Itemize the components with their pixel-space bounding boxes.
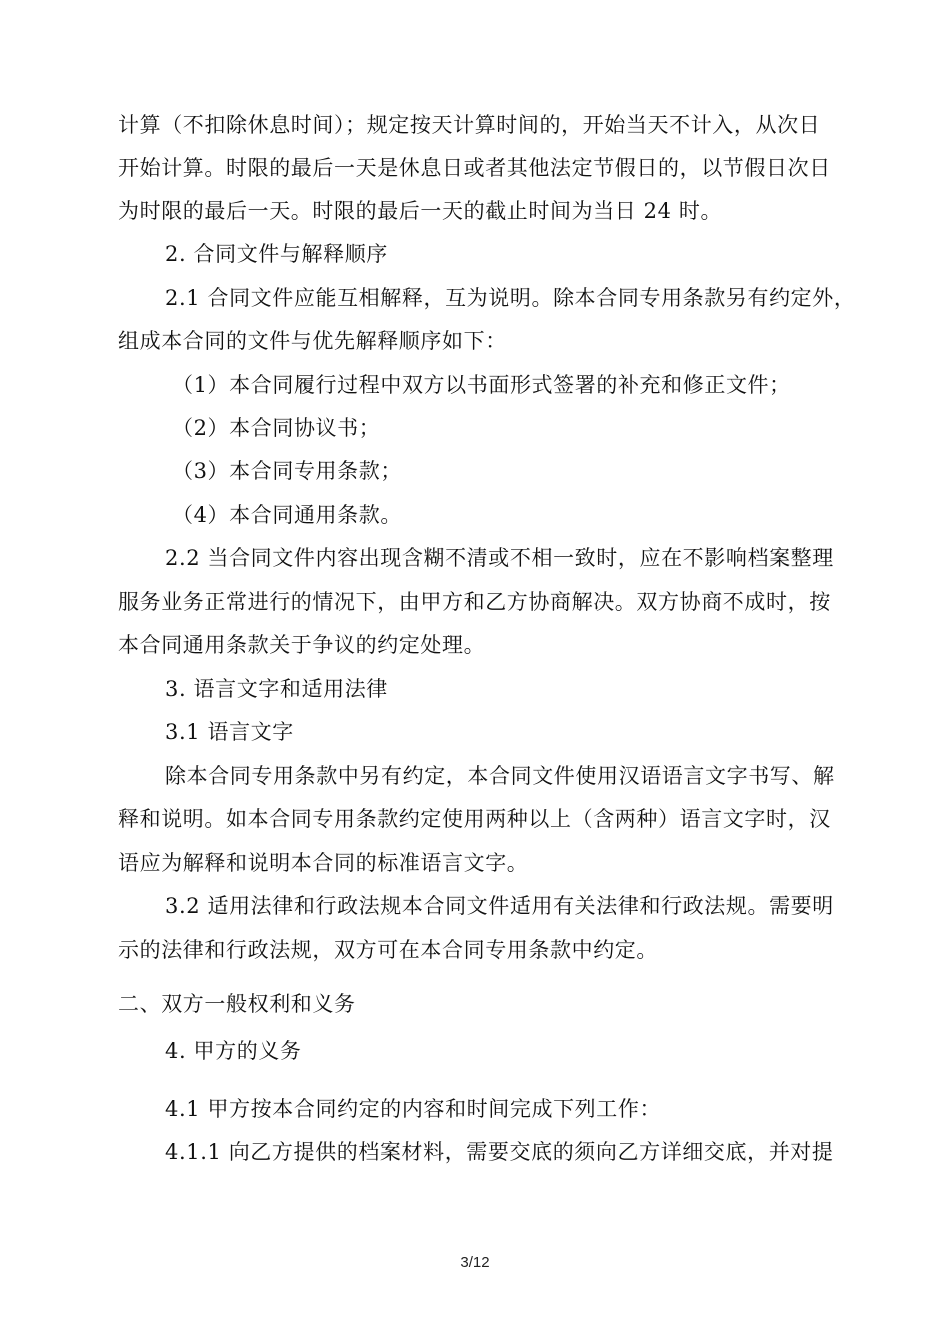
paragraph-line: 4.1 甲方按本合同约定的内容和时间完成下列工作： (165, 1097, 662, 1121)
paragraph-line: 开始计算。时限的最后一天是休息日或者其他法定节假日的，以节假日次日 (118, 156, 831, 180)
paragraph-line: 服务业务正常进行的情况下，由甲方和乙方协商解决。双方协商不成时，按 (118, 590, 831, 614)
paragraph-line: 计算（不扣除休息时间）；规定按天计算时间的，开始当天不计入，从次日 (118, 113, 821, 137)
paragraph-line: 组成本合同的文件与优先解释顺序如下： (118, 329, 507, 353)
section-heading: 4. 甲方的义务 (165, 1039, 302, 1063)
chapter-heading: 二、双方一般权利和义务 (118, 992, 356, 1016)
paragraph-line: 除本合同专用条款中另有约定，本合同文件使用汉语语言文字书写、解 (165, 764, 835, 788)
paragraph-line: 本合同通用条款关于争议的约定处理。 (118, 633, 486, 657)
list-item: （3）本合同专用条款； (172, 459, 402, 483)
paragraph-line: 释和说明。如本合同专用条款约定使用两种以上（含两种）语言文字时，汉 (118, 807, 831, 831)
paragraph-line: 4.1.1 向乙方提供的档案材料，需要交底的须向乙方详细交底，并对提 (165, 1140, 834, 1164)
list-item: （2）本合同协议书； (172, 416, 381, 440)
list-item: （4）本合同通用条款。 (172, 503, 402, 527)
paragraph-line: 示的法律和行政法规，双方可在本合同专用条款中约定。 (118, 938, 658, 962)
paragraph-line: 语应为解释和说明本合同的标准语言文字。 (118, 851, 529, 875)
list-item: （1）本合同履行过程中双方以书面形式签署的补充和修正文件； (172, 373, 791, 397)
paragraph-line: 3.2 适用法律和行政法规本合同文件适用有关法律和行政法规。需要明 (165, 894, 834, 918)
paragraph-line: 2.1 合同文件应能互相解释，互为说明。除本合同专用条款另有约定外， (165, 286, 856, 310)
paragraph-line: 为时限的最后一天。时限的最后一天的截止时间为当日 24 时。 (118, 199, 723, 223)
paragraph-line: 2.2 当合同文件内容出现含糊不清或不相一致时，应在不影响档案整理 (165, 546, 834, 570)
section-heading: 2. 合同文件与解释顺序 (165, 242, 388, 266)
section-heading: 3. 语言文字和适用法律 (165, 677, 388, 701)
page-number: 3/12 (460, 1254, 490, 1271)
subsection-heading: 3.1 语言文字 (165, 720, 294, 744)
